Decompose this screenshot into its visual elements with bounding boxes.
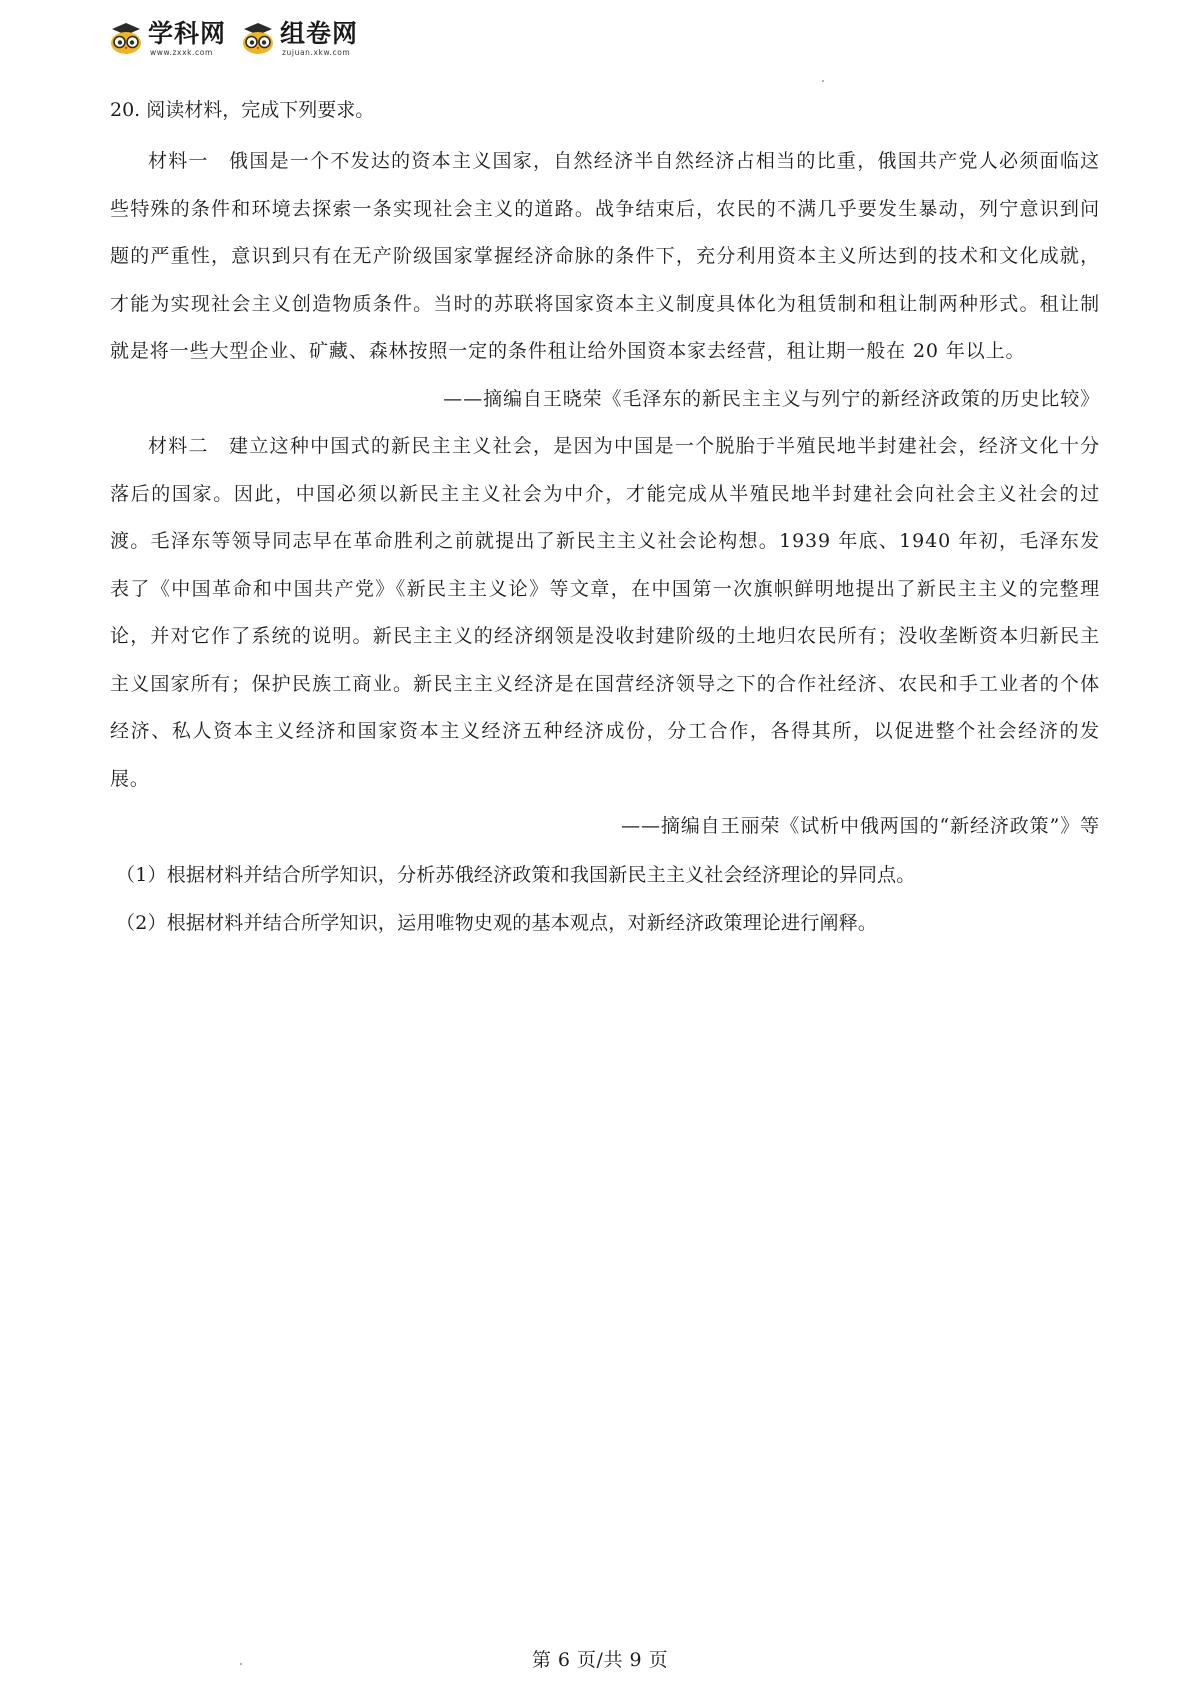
logo-xuekewang[interactable] [108,20,226,57]
task-item: （1）根据材料并结合所学知识，分析苏俄经济政策和我国新民主主义社会经济理论的异同点。 [116,863,916,886]
page-number: 第 6 页/共 9 页 [531,1649,669,1671]
logo-url: www.zxxk.com [150,48,213,57]
scan-speck [822,80,824,82]
owl-logo-icon [108,20,144,56]
material-one-source: ——摘编自王晓荣《毛泽东的新民主主义与列宁的新经济政策的历史比较》 [443,387,1100,410]
material-two-text: 材料二 建立这种中国式的新民主主义社会，是因为中国是一个脱胎于半殖民地半封建社会，经济文化十分落后的国家。因此，中国必须以新民主主义社会为中介，才能完成从半殖民地半封建社会向社会主义社会的过渡。毛泽东等领导同志早在革命胜利之前就提出了新民主主义社会论构想。1939 年底、1940 年初，毛泽东发表了《中国革命和中国共产党》《新民主主义论》等文章，在中国第一次旗帜鲜明地提出了新民主主义的完整理论，并对它作了系统的说明。新民主主义的经济纲领是没收封建阶级的土地归农民所有；没收垄断资本归新民主主义国家所有；保护民族工商业。新民主主义经济是在国营经济领导之下的合作社经济、农民和手工业者的个体经济、私人资本主义经济和国家资本主义经济五种经济成份，分工合作，各得其所，以促进整个社会经济的发展。 [110,435,1100,790]
header [108,20,358,64]
owl-logo-icon [240,20,276,56]
material-one-text: 材料一 俄国是一个不发达的资本主义国家，自然经济半自然经济占相当的比重，俄国共产党人必须面临这些特殊的条件和环境去探索一条实现社会主义的道路。战争结束后，农民的不满几乎要发生暴动，列宁意识到问题的严重性，意识到只有在无产阶级国家掌握经济命脉的条件下，充分利用资本主义所达到的技术和文化成就，才能为实现社会主义创造物质条件。当时的苏联将国家资本主义制度具体化为租赁制和租让制两种形式。租让制就是将一些大型企业、矿藏、森林按照一定的条件租让给外国资本家去经营，租让期一般在 20 年以上。 [110,150,1100,362]
logo-name: 学科网 [148,19,227,48]
question-title: 20. 阅读材料，完成下列要求。 [110,99,375,121]
logo-url: zujuan.xkw.com [282,48,351,57]
material-two-source: ——摘编自王丽荣《试析中俄两国的“新经济政策”》等 [621,815,1100,837]
question-body [110,96,1100,947]
logo-name: 组卷网 [280,19,359,48]
task-item: （2）根据材料并结合所学知识，运用唯物史观的基本观点，对新经济政策理论进行阐释。 [116,911,878,934]
logo-zujuanwang[interactable] [240,20,358,57]
